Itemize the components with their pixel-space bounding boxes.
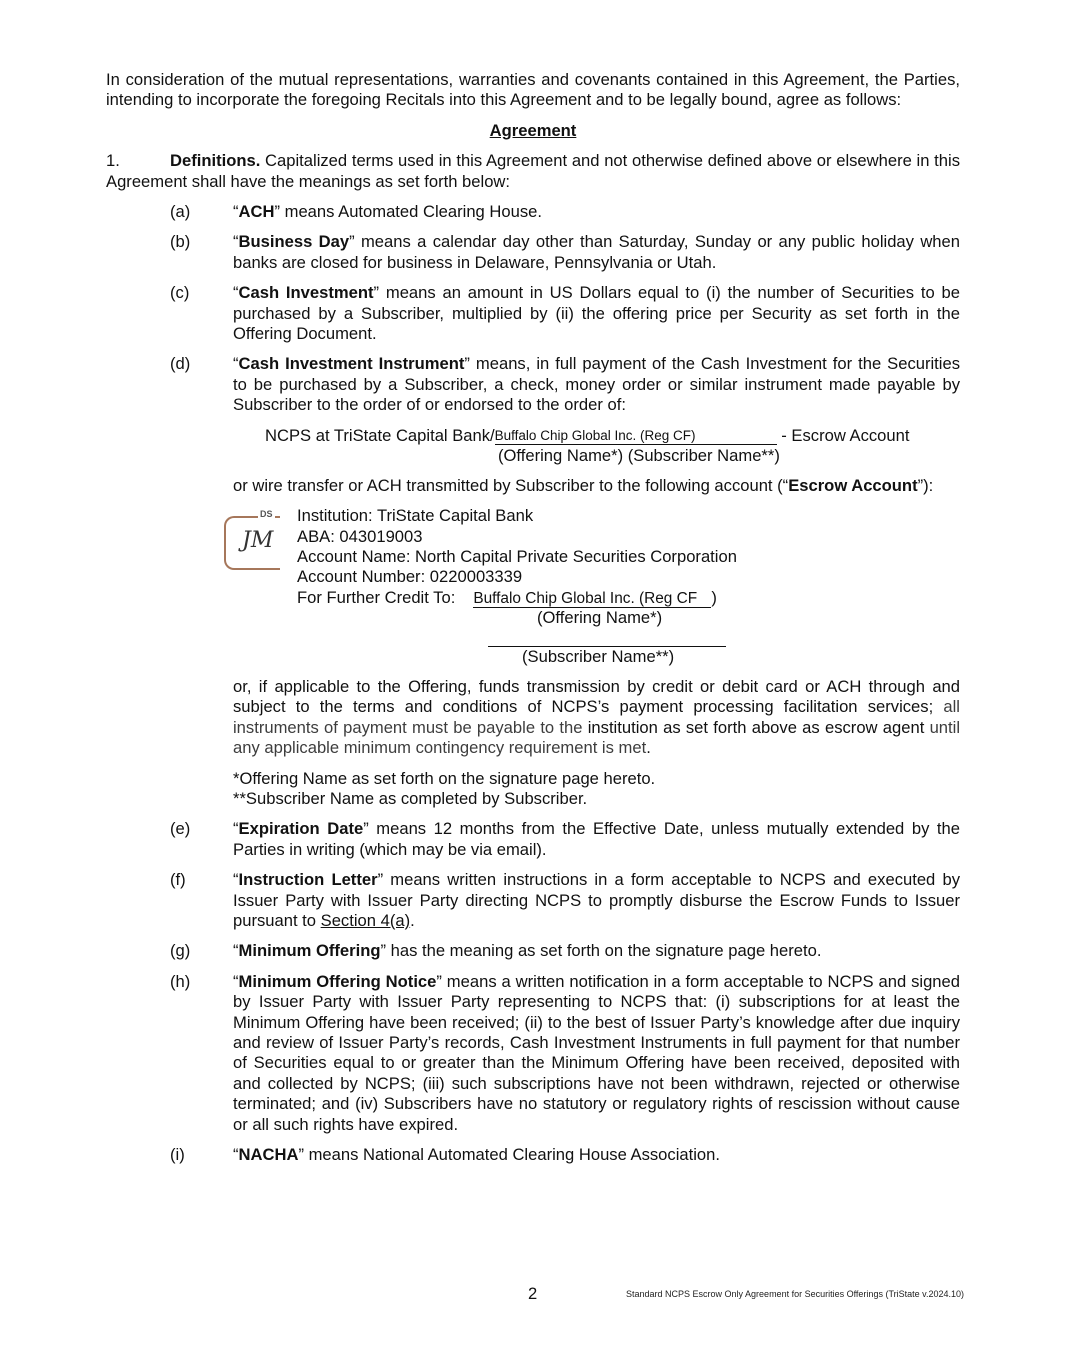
definition-item-nacha: (i) “NACHA” means National Automated Clearing House Association. bbox=[170, 1145, 720, 1165]
bank-institution: Institution: TriState Capital Bank bbox=[297, 506, 534, 526]
defined-term: Cash Investment bbox=[238, 283, 374, 303]
section-number: 1. bbox=[106, 151, 120, 171]
page-number: 2 bbox=[528, 1284, 538, 1303]
card-text-5: . bbox=[646, 738, 651, 758]
bank-aba: ABA: 043019003 bbox=[297, 526, 423, 546]
payee-suffix: - Escrow Account bbox=[776, 425, 910, 445]
intro-paragraph: In consideration of the mutual representations, warranties and covenants contained in this Agreement, the Parties, intending to incorporate the foregoing Recitals into this Agreement and to be legally bound, agree as follows: bbox=[106, 70, 960, 110]
subscriber-name-blank bbox=[488, 633, 726, 647]
payee-captions: (Offering Name*) (Subscriber Name**) bbox=[498, 445, 780, 465]
credit-label: For Further Credit To: bbox=[297, 587, 456, 607]
document-page bbox=[106, 70, 960, 1165]
card-text-3: institution as set forth above as escrow agent bbox=[582, 717, 925, 737]
section-reference-link[interactable]: Section 4(a) bbox=[320, 911, 411, 930]
wire-text-end: ”): bbox=[917, 475, 934, 495]
ds-tag: DS bbox=[260, 509, 273, 520]
item-label: (d) bbox=[170, 354, 191, 374]
footer-document-title: Standard NCPS Escrow Only Agreement for Securities Offerings (TriState v.2024.10) bbox=[626, 1289, 964, 1299]
escrow-payee-line bbox=[106, 426, 960, 466]
subscriber-name-caption: (Subscriber Name**) bbox=[522, 646, 675, 666]
subscriber-name-note: **Subscriber Name as completed by Subscriber. bbox=[233, 788, 588, 808]
card-text-4: until any applicable minimum contingency requirement is met bbox=[233, 717, 961, 758]
definition-text: ” means a calendar day other than Saturday, Sunday or any public holiday when banks are closed for business in Delaware, Pennsylvania or Utah. bbox=[233, 232, 960, 272]
definition-text: ” has the meaning as set forth on the signature page hereto. bbox=[380, 941, 822, 961]
item-label: (b) bbox=[170, 232, 191, 252]
card-text-2: all instruments of payment must be payable to the bbox=[233, 697, 960, 737]
section-heading: Agreement bbox=[489, 120, 577, 140]
defined-term: Cash Investment Instrument bbox=[238, 354, 465, 374]
definition-item-cash-investment-instrument: (d) “Cash Investment Instrument” means, in full payment of the Cash Investment for the Securities to be purchased by a Subscriber, a check, money order or similar instrument made payable by Subscriber to the order of or endorsed to the order of: bbox=[170, 354, 961, 415]
section-text: Capitalized terms used in this Agreement and not otherwise defined above or elsewhere in this Agreement shall have the meanings as set forth below: bbox=[106, 151, 960, 191]
definition-text: ” means an amount in US Dollars equal to (i) the number of Securities to be purchased by a Subscriber, multiplied by (ii) the offering price per Security as set forth in the Offering Document. bbox=[233, 283, 960, 344]
further-credit-line bbox=[297, 588, 960, 608]
credit-close: ) bbox=[711, 587, 717, 607]
definition-text: ” means written instructions in a form acceptable to NCPS and executed by Issuer Party with Issuer Party directing NCPS to promptly disburse the Escrow Funds to Issuer pursuant to bbox=[233, 870, 960, 930]
offering-name-field: Buffalo Chip Global Inc. (Reg CF) bbox=[495, 428, 777, 445]
definition-item-minimum-offering-notice: (h) “Minimum Offering Notice” means a written notification in a form acceptable to NCPS and signed by Issuer Party with Issuer Party representing to NCPS that: (i) subscriptions for at least the Minimum Offering have been received; (ii) to the best of Issuer Party’s knowledge after due inquiry and review of Issuer Party’s records, Cash Investment Instruments in full payment for that number of Securities equal to or greater than the Minimum Offering have been received, deposited with and collected by NCPS; (iii) such subscriptions have not been withdrawn, rejected or otherwise terminated; and (iv) Subscribers have no statutory or regulatory rights of rescission without cause or all such rights have expired. bbox=[170, 971, 960, 1134]
offering-name-caption: (Offering Name*) bbox=[537, 608, 663, 628]
card-payment-paragraph bbox=[106, 677, 960, 759]
item-label: (c) bbox=[170, 283, 190, 303]
item-label: (f) bbox=[170, 870, 186, 890]
item-label: (h) bbox=[170, 971, 191, 991]
definition-item-cash-investment: (c) “Cash Investment” means an amount in US Dollars equal to (i) the number of Securities to be purchased by a Subscriber, multiplied by (ii) the offering price per Security as set forth in the Offering Document. bbox=[170, 283, 960, 344]
section-title: Definitions. bbox=[170, 151, 261, 171]
bank-account-name: Account Name: North Capital Private Securities Corporation bbox=[297, 546, 737, 566]
definition-text-end: . bbox=[410, 911, 415, 930]
definition-item-minimum-offering: (g) “Minimum Offering” has the meaning as set forth on the signature page hereto. bbox=[170, 941, 822, 961]
definition-text: ” means, in full payment of the Cash Investment for the Securities to be purchased by a Subscriber, a check, money order or similar instrument made payable by Subscriber to the order of or endorsed to the order of: bbox=[233, 354, 961, 415]
definition-text: ” means 12 months from the Effective Date, unless mutually extended by the Parties in writing (which may be via email). bbox=[233, 819, 960, 859]
definition-item-ach: (a) “ACH” means Automated Clearing House. bbox=[170, 202, 542, 222]
initials-signature: JM bbox=[242, 528, 274, 554]
defined-term: Minimum Offering bbox=[238, 941, 381, 961]
definition-text: ” means Automated Clearing House. bbox=[274, 202, 542, 222]
definition-item-instruction-letter: (f) “Instruction Letter” means written instructions in a form acceptable to NCPS and executed by Issuer Party with Issuer Party directing NCPS to promptly disburse the Escrow Funds to Issuer pursuant to Section 4(a). bbox=[170, 870, 960, 930]
definitions-intro bbox=[106, 151, 960, 192]
footnotes bbox=[106, 769, 960, 810]
defined-term: NACHA bbox=[238, 1145, 299, 1165]
item-label: (i) bbox=[170, 1145, 185, 1165]
wire-transfer-text bbox=[106, 476, 960, 496]
item-label: (a) bbox=[170, 202, 191, 222]
offering-name-note: *Offering Name as set forth on the signature page hereto. bbox=[233, 768, 656, 788]
defined-term: ACH bbox=[238, 202, 275, 222]
bank-details bbox=[106, 506, 960, 667]
defined-term: Instruction Letter bbox=[238, 870, 378, 890]
docusign-initials-stamp bbox=[224, 509, 280, 570]
definition-text: ” means National Automated Clearing House Association. bbox=[298, 1145, 720, 1165]
payee-prefix: NCPS at TriState Capital Bank/ bbox=[265, 425, 495, 445]
credit-offering-field: Buffalo Chip Global Inc. (Reg CF bbox=[473, 591, 711, 608]
definition-text: ” means a written notification in a form acceptable to NCPS and signed by Issuer Party with Issuer Party representing to NCPS that: (i) subscriptions for at least the Minimum Offering have been received; (ii) to the best of Issuer Party’s knowledge after due inquiry and review of Issuer Party’s records, Cash Investment Instruments in full payment for that number of Securities equal to or greater than the Minimum Offering have been received, deposited with and collected by NCPS; (iii) such subscriptions have not been withdrawn, rejected or otherwise terminated; and (iv) Subscribers have no statutory or regulatory rights of rescission without cause or all such rights have expired. bbox=[233, 971, 960, 1134]
defined-term: Minimum Offering Notice bbox=[238, 971, 437, 991]
defined-term: Expiration Date bbox=[238, 819, 364, 839]
card-text-1: or, if applicable to the Offering, funds transmission by credit or debit card or ACH through and subject to the terms and conditions of NCPS’s payment processing facilitation services; bbox=[233, 676, 960, 717]
wire-text-start: or wire transfer or ACH transmitted by Subscriber to the following account (“ bbox=[233, 475, 789, 495]
item-label: (g) bbox=[170, 941, 191, 961]
bank-account-number: Account Number: 0220003339 bbox=[297, 567, 523, 587]
item-label: (e) bbox=[170, 819, 191, 839]
definition-item-expiration-date: (e) “Expiration Date” means 12 months from the Effective Date, unless mutually extended by the Parties in writing (which may be via email). bbox=[170, 819, 960, 859]
definition-item-business-day: (b) “Business Day” means a calendar day other than Saturday, Sunday or any public holiday when banks are closed for business in Delaware, Pennsylvania or Utah. bbox=[170, 232, 960, 272]
defined-term: Escrow Account bbox=[788, 475, 918, 495]
defined-term: Business Day bbox=[238, 232, 350, 252]
